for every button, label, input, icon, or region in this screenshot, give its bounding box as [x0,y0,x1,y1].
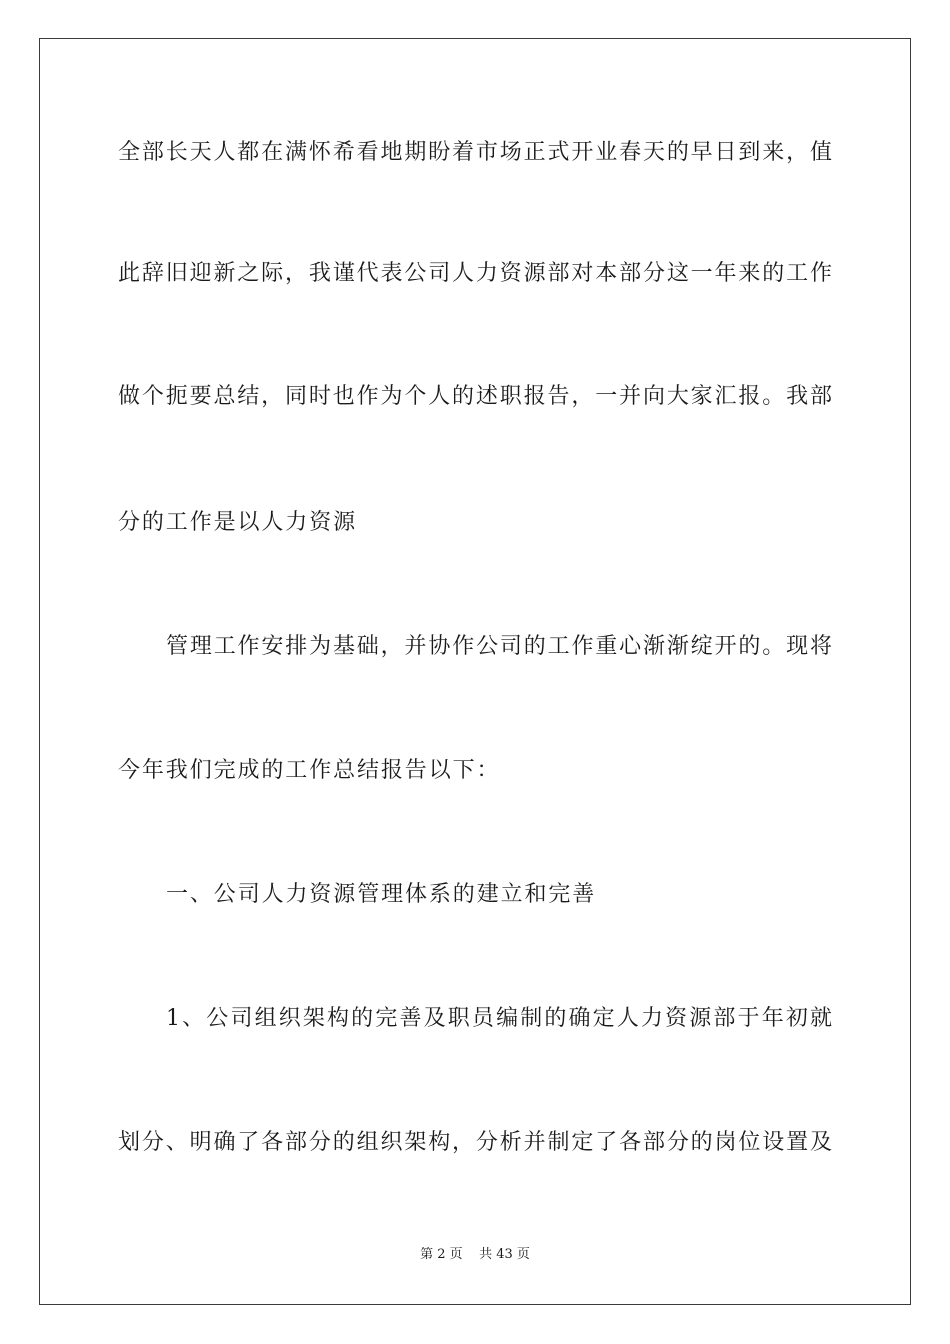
page-number-label: 第 2 页 共 43 页 [420,1247,530,1262]
body-text-line-5: 管理工作安排为基础，并协作公司的工作重心渐渐绽开的。现将 [166,634,832,659]
body-text-line-9: 划分、明确了各部分的组织架构，分析并制定了各部分的岗位设置及 [118,1130,832,1155]
body-text-line-2: 此辞旧迎新之际，我谨代表公司人力资源部对本部分这一年来的工作 [118,261,832,286]
body-text-line-1: 全部长天人都在满怀希看地期盼着市场正式开业春天的早日到来，值 [118,140,832,165]
page-border [39,38,911,1305]
page-footer [0,1246,950,1264]
body-text-line-3: 做个扼要总结，同时也作为个人的述职报告，一并向大家汇报。我部 [118,384,832,409]
body-text-line-4: 分的工作是以人力资源 [118,510,358,535]
body-text-line-6: 今年我们完成的工作总结报告以下： [118,758,501,783]
section-heading: 一、公司人力资源管理体系的建立和完善 [166,882,597,907]
body-text-line-8: 1、公司组织架构的完善及职员编制的确定人力资源部于年初就 [166,1006,832,1031]
